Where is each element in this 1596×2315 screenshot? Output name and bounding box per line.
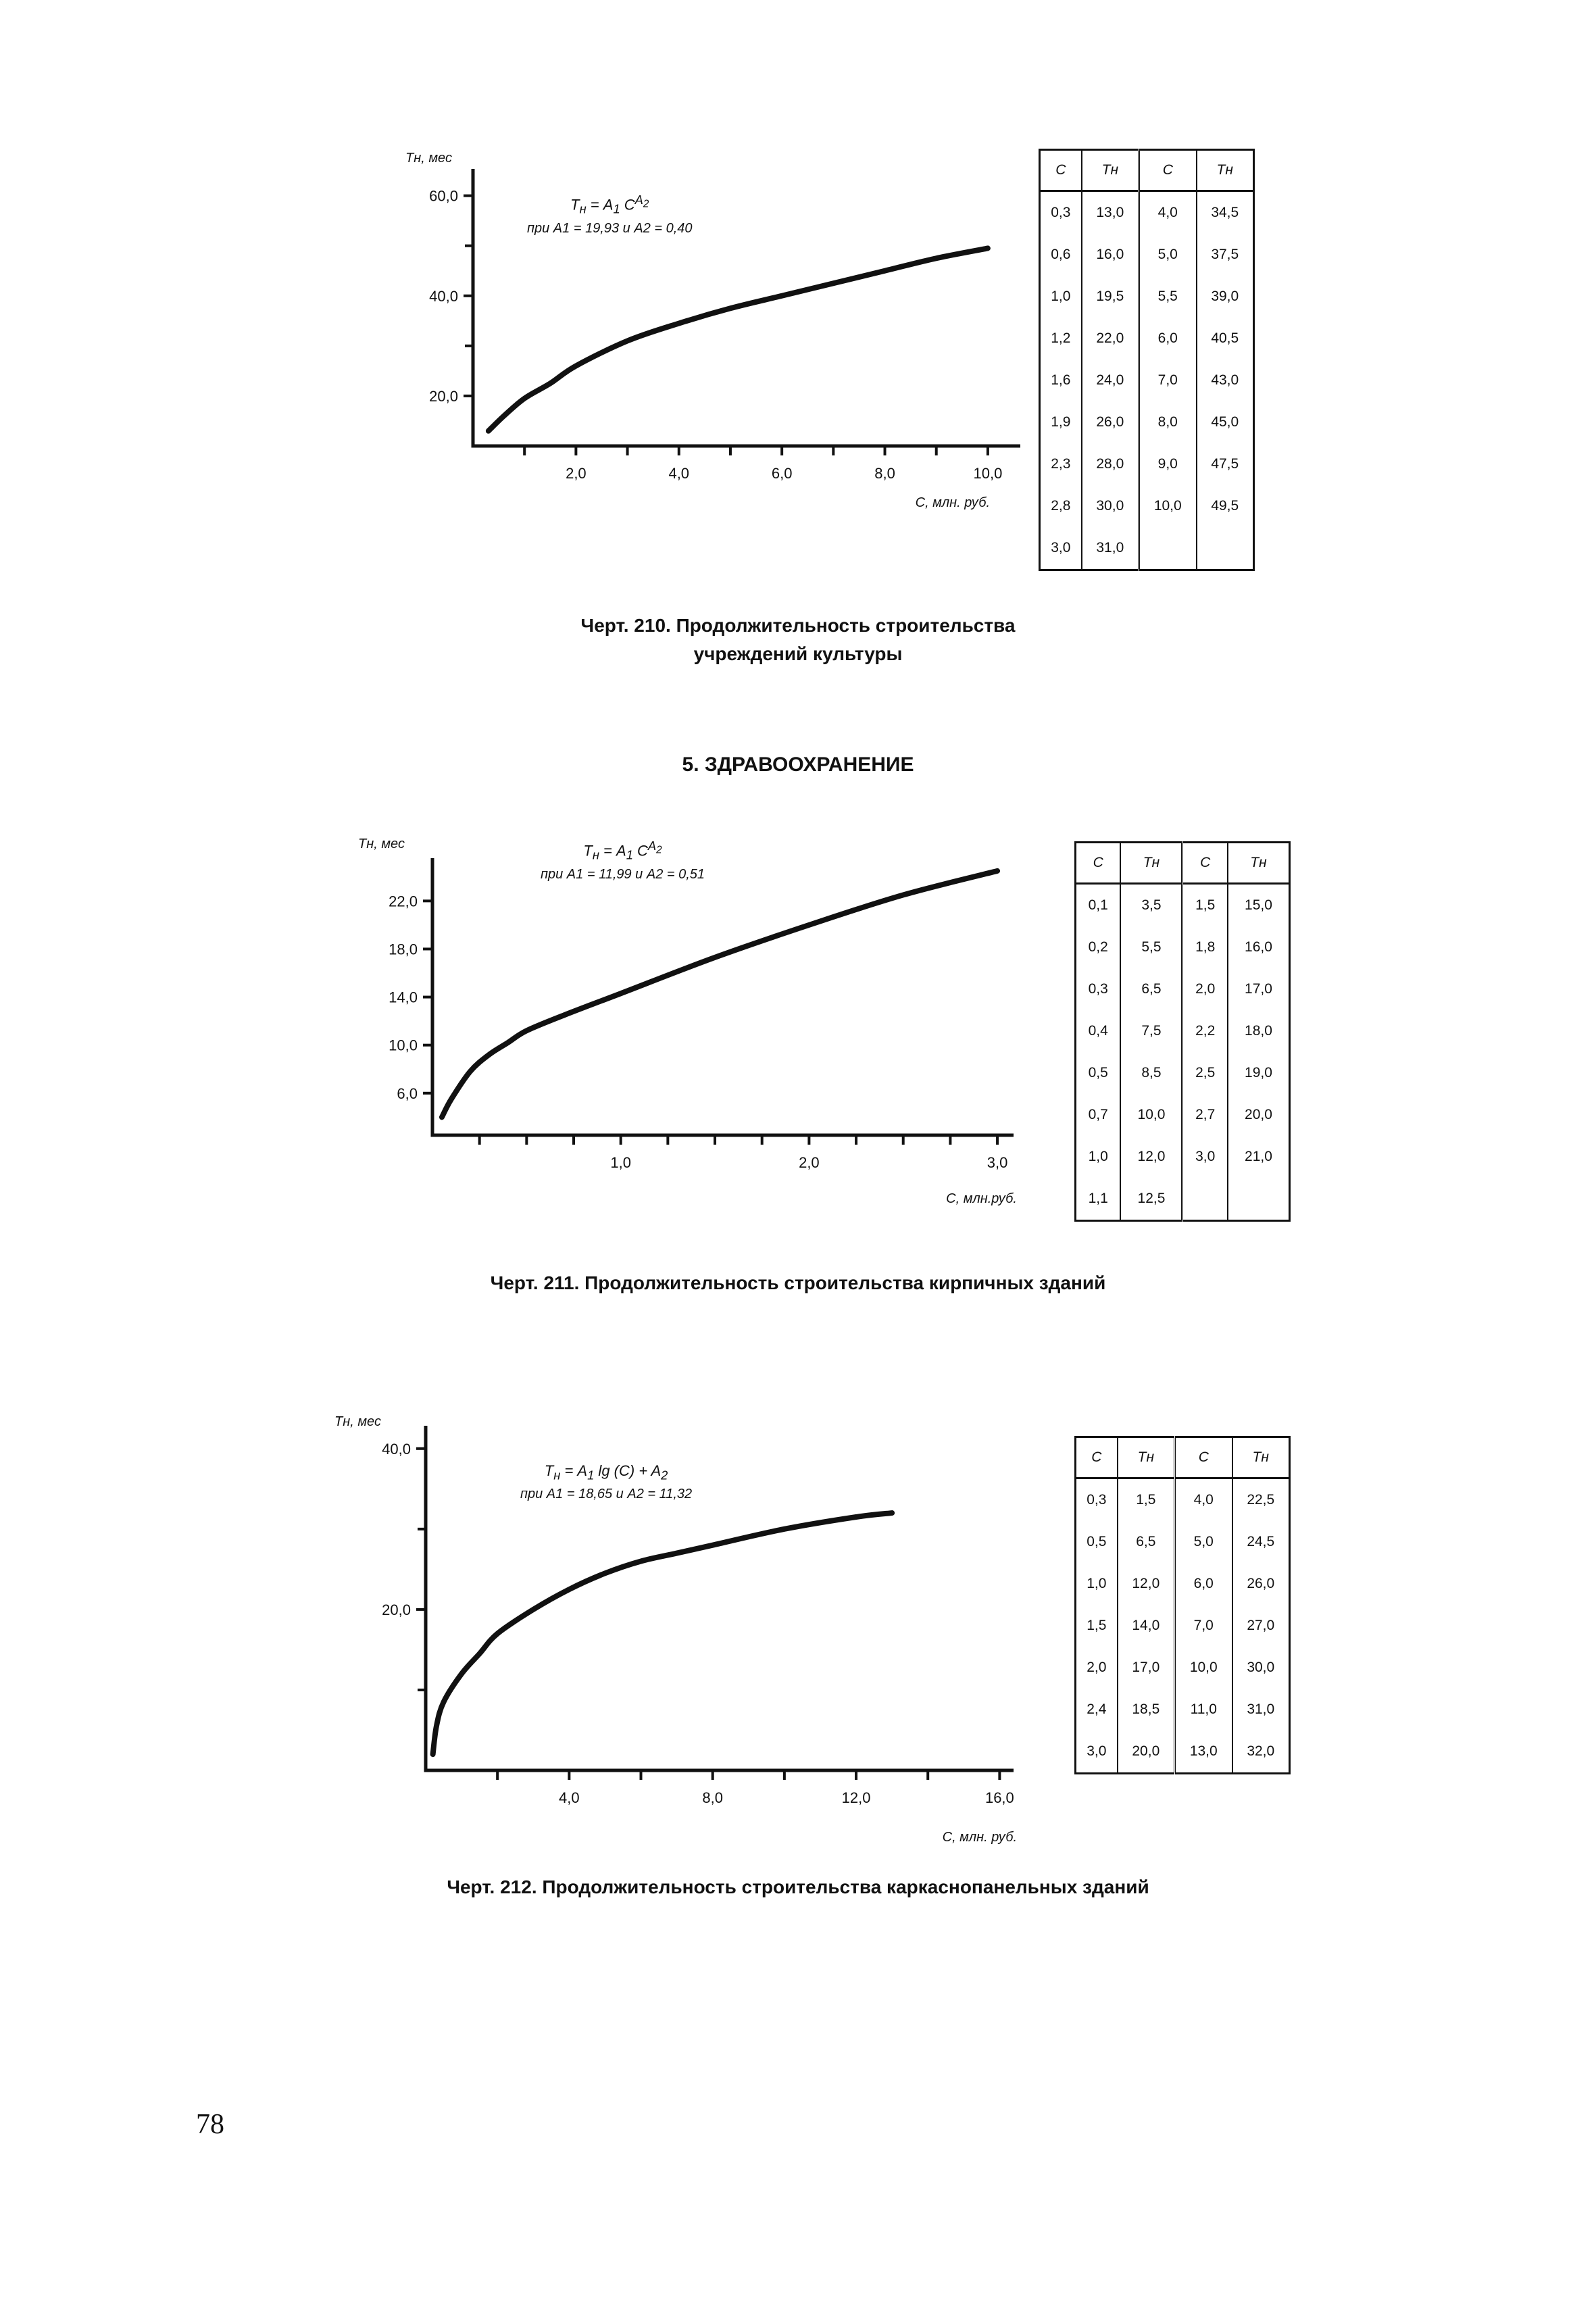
caption-211 (0, 1269, 1596, 1297)
table-cell: 13,0 (1175, 1731, 1232, 1774)
table-header-cell: Tн (1118, 1437, 1175, 1478)
data-curve (489, 248, 988, 430)
y-tick-label: 40,0 (429, 287, 458, 305)
x-tick-label: 16,0 (984, 1789, 1014, 1806)
table-cell: 4,0 (1175, 1478, 1232, 1522)
x-tick-label: 2,0 (566, 465, 587, 482)
table-cell: 47,5 (1197, 443, 1254, 485)
table-cell: 7,5 (1120, 1010, 1182, 1052)
y-tick-label: 22,0 (389, 893, 418, 910)
y-tick-label: 18,0 (389, 941, 418, 958)
table-cell: 31,0 (1082, 527, 1139, 570)
table-cell: 0,6 (1040, 234, 1082, 276)
table-cell: 5,5 (1139, 276, 1197, 318)
table-210 (1039, 149, 1255, 571)
table-cell: 1,0 (1040, 276, 1082, 318)
table-row (1040, 401, 1254, 443)
table-header-cell: Tн (1197, 150, 1254, 191)
table-cell: 1,8 (1182, 926, 1228, 968)
chart-212-formula-condition: при A1 = 18,65 и A2 = 11,32 (520, 1487, 693, 1502)
table-cell: 39,0 (1197, 276, 1254, 318)
table-cell: 3,0 (1076, 1731, 1118, 1774)
x-axis-title: С, млн.руб. (946, 1191, 1017, 1206)
table-cell: 3,0 (1182, 1136, 1228, 1178)
x-tick-label: 10,0 (973, 465, 1003, 482)
table-row (1076, 1478, 1290, 1522)
table-cell: 19,5 (1082, 276, 1139, 318)
table-cell: 3,0 (1040, 527, 1082, 570)
table-cell: 6,5 (1120, 968, 1182, 1010)
table-cell: 8,0 (1139, 401, 1197, 443)
table-cell: 2,0 (1182, 968, 1228, 1010)
table-cell: 6,5 (1118, 1521, 1175, 1563)
table-row (1076, 968, 1290, 1010)
y-axis-label: Tн, мес (334, 1414, 381, 1429)
x-axis-title: С, млн. руб. (915, 495, 990, 510)
chart-211-formula-condition: при A1 = 11,99 и A2 = 0,51 (541, 866, 705, 882)
table-212 (1074, 1436, 1291, 1774)
table-cell: 9,0 (1139, 443, 1197, 485)
table-cell: 5,0 (1175, 1521, 1232, 1563)
table-row (1076, 1052, 1290, 1094)
table-row (1076, 1010, 1290, 1052)
x-tick-label: 1,0 (610, 1154, 631, 1171)
table-cell: 18,0 (1228, 1010, 1290, 1052)
chart-211-svg (338, 838, 1027, 1216)
table-cell: 0,1 (1076, 884, 1121, 927)
y-axis-label: Tн, мес (405, 151, 452, 166)
table-row (1040, 527, 1254, 570)
table-cell: 27,0 (1232, 1605, 1290, 1647)
table-cell: 2,4 (1076, 1689, 1118, 1731)
table-cell: 37,5 (1197, 234, 1254, 276)
table-cell: 19,0 (1228, 1052, 1290, 1094)
table-cell: 30,0 (1232, 1647, 1290, 1689)
table-header-cell: С (1139, 150, 1197, 191)
table-cell: 4,0 (1139, 191, 1197, 234)
chart-212-formula: $T_н = A_1$ $\lg (C) + A_2$ при A1 = 18,65 и A2 = 11,32 (520, 1462, 692, 1503)
table-cell: 2,3 (1040, 443, 1082, 485)
y-tick-label: 10,0 (389, 1037, 418, 1054)
table-cell: 1,0 (1076, 1563, 1118, 1605)
table-cell: 16,0 (1082, 234, 1139, 276)
table-cell: 32,0 (1232, 1731, 1290, 1774)
table-row (1076, 884, 1290, 927)
table-cell: 26,0 (1082, 401, 1139, 443)
table-row (1040, 485, 1254, 527)
table-cell: 20,0 (1118, 1731, 1175, 1774)
table-cell (1197, 527, 1254, 570)
table-row (1040, 276, 1254, 318)
page-number: 78 (196, 2109, 224, 2140)
table-cell (1139, 527, 1197, 570)
table-cell: 17,0 (1118, 1647, 1175, 1689)
y-tick-label: 6,0 (397, 1085, 418, 1102)
table-cell: 24,5 (1232, 1521, 1290, 1563)
table-row (1040, 191, 1254, 234)
table-cell: 12,5 (1120, 1178, 1182, 1221)
table-cell: 5,0 (1139, 234, 1197, 276)
table-header-cell: С (1076, 843, 1121, 884)
table-header-cell: С (1182, 843, 1228, 884)
table-cell: 7,0 (1175, 1605, 1232, 1647)
table-cell: 2,5 (1182, 1052, 1228, 1094)
table-cell: 1,9 (1040, 401, 1082, 443)
chart-210-formula: $T_н = A_1$ $C^{A_2}$ при A1 = 19,93 и A2 = 0,40 (527, 191, 693, 238)
table-cell: 14,0 (1118, 1605, 1175, 1647)
x-tick-label: 8,0 (702, 1789, 723, 1806)
table-cell: 10,0 (1120, 1094, 1182, 1136)
caption-210-line2: учреждений культуры (693, 643, 903, 664)
chart-axes (432, 858, 1014, 1135)
table-header-cell: Tн (1232, 1437, 1290, 1478)
caption-210 (0, 612, 1596, 668)
table-header-cell: Tн (1228, 843, 1290, 884)
table-cell: 22,5 (1232, 1478, 1290, 1522)
table-cell: 2,2 (1182, 1010, 1228, 1052)
section-title: 5. ЗДРАВООХРАНЕНИЕ (682, 753, 914, 776)
table-row (1040, 359, 1254, 401)
x-tick-label: 8,0 (874, 465, 895, 482)
caption-212-text: Черт. 212. Продолжительность строительства каркаснопанельных зданий (447, 1876, 1149, 1897)
table-row (1040, 234, 1254, 276)
table-211 (1074, 841, 1291, 1222)
table-cell: 0,7 (1076, 1094, 1121, 1136)
table-header-cell: Tн (1082, 150, 1139, 191)
caption-210-line1: Черт. 210. Продолжительность строительства (580, 615, 1016, 636)
table-cell: 0,3 (1076, 968, 1121, 1010)
caption-211-text: Черт. 211. Продолжительность строительства кирпичных зданий (490, 1272, 1106, 1293)
table-cell: 6,0 (1175, 1563, 1232, 1605)
table-row (1076, 1521, 1290, 1563)
chart-axes (426, 1426, 1014, 1770)
table-cell: 13,0 (1082, 191, 1139, 234)
table-row (1076, 926, 1290, 968)
table-header-cell: С (1076, 1437, 1118, 1478)
x-tick-label: 3,0 (987, 1154, 1008, 1171)
x-tick-label: 4,0 (668, 465, 690, 482)
table-cell: 0,3 (1040, 191, 1082, 234)
table-cell: 0,2 (1076, 926, 1121, 968)
table-cell: 49,5 (1197, 485, 1254, 527)
table-row (1076, 1094, 1290, 1136)
table-cell: 22,0 (1082, 318, 1139, 359)
table-cell (1182, 1178, 1228, 1221)
data-curve (442, 871, 997, 1117)
table-cell: 1,0 (1076, 1136, 1121, 1178)
table-cell: 1,5 (1076, 1605, 1118, 1647)
table-cell: 34,5 (1197, 191, 1254, 234)
table-row (1076, 1178, 1290, 1221)
table-cell: 10,0 (1175, 1647, 1232, 1689)
x-tick-label: 6,0 (771, 465, 793, 482)
table-row (1076, 1731, 1290, 1774)
table-cell: 11,0 (1175, 1689, 1232, 1731)
x-tick-label: 2,0 (799, 1154, 820, 1171)
table-cell: 0,5 (1076, 1521, 1118, 1563)
table-row (1040, 443, 1254, 485)
table-cell: 43,0 (1197, 359, 1254, 401)
table-cell: 6,0 (1139, 318, 1197, 359)
table-cell: 1,1 (1076, 1178, 1121, 1221)
y-tick-label: 40,0 (382, 1440, 411, 1458)
table-cell (1228, 1178, 1290, 1221)
y-tick-label: 60,0 (429, 187, 458, 205)
chart-211 (338, 838, 1027, 1216)
table-cell: 15,0 (1228, 884, 1290, 927)
table-cell: 16,0 (1228, 926, 1290, 968)
chart-210-formula-condition: при A1 = 19,93 и A2 = 0,40 (527, 220, 693, 236)
table-row (1040, 318, 1254, 359)
table-cell: 1,6 (1040, 359, 1082, 401)
table-cell: 30,0 (1082, 485, 1139, 527)
table-cell: 3,5 (1120, 884, 1182, 927)
table-row (1076, 1605, 1290, 1647)
table-cell: 1,5 (1182, 884, 1228, 927)
table-header-cell: Tн (1120, 843, 1182, 884)
table-cell: 1,2 (1040, 318, 1082, 359)
y-tick-label: 20,0 (382, 1601, 411, 1618)
y-tick-label: 20,0 (429, 387, 458, 405)
table-cell: 2,8 (1040, 485, 1082, 527)
table-cell: 21,0 (1228, 1136, 1290, 1178)
x-tick-label: 12,0 (841, 1789, 871, 1806)
table-cell: 17,0 (1228, 968, 1290, 1010)
x-tick-label: 4,0 (559, 1789, 580, 1806)
chart-211-formula: $T_н = A_1$ $C^{A_2}$ при A1 = 11,99 и A2 = 0,51 (541, 837, 705, 884)
table-row (1076, 1689, 1290, 1731)
table-cell: 2,7 (1182, 1094, 1228, 1136)
table-cell: 10,0 (1139, 485, 1197, 527)
table-header-cell: С (1040, 150, 1082, 191)
table-cell: 5,5 (1120, 926, 1182, 968)
table-cell: 2,0 (1076, 1647, 1118, 1689)
table-cell: 0,5 (1076, 1052, 1121, 1094)
table-cell: 28,0 (1082, 443, 1139, 485)
table-cell: 0,4 (1076, 1010, 1121, 1052)
table-cell: 18,5 (1118, 1689, 1175, 1731)
table-cell: 8,5 (1120, 1052, 1182, 1094)
table-cell: 24,0 (1082, 359, 1139, 401)
data-curve (433, 1513, 893, 1754)
table-cell: 7,0 (1139, 359, 1197, 401)
table-cell: 40,5 (1197, 318, 1254, 359)
table-header-cell: С (1175, 1437, 1232, 1478)
y-tick-label: 14,0 (389, 989, 418, 1006)
table-row (1076, 1136, 1290, 1178)
table-cell: 31,0 (1232, 1689, 1290, 1731)
table-cell: 0,3 (1076, 1478, 1118, 1522)
caption-212 (0, 1873, 1596, 1901)
table-cell: 12,0 (1118, 1563, 1175, 1605)
table-row (1076, 1563, 1290, 1605)
x-axis-title: С, млн. руб. (942, 1830, 1017, 1845)
table-cell: 26,0 (1232, 1563, 1290, 1605)
table-cell: 12,0 (1120, 1136, 1182, 1178)
table-cell: 1,5 (1118, 1478, 1175, 1522)
table-cell: 45,0 (1197, 401, 1254, 443)
table-row (1076, 1647, 1290, 1689)
table-cell: 20,0 (1228, 1094, 1290, 1136)
y-axis-label: Tн, мес (358, 837, 405, 851)
